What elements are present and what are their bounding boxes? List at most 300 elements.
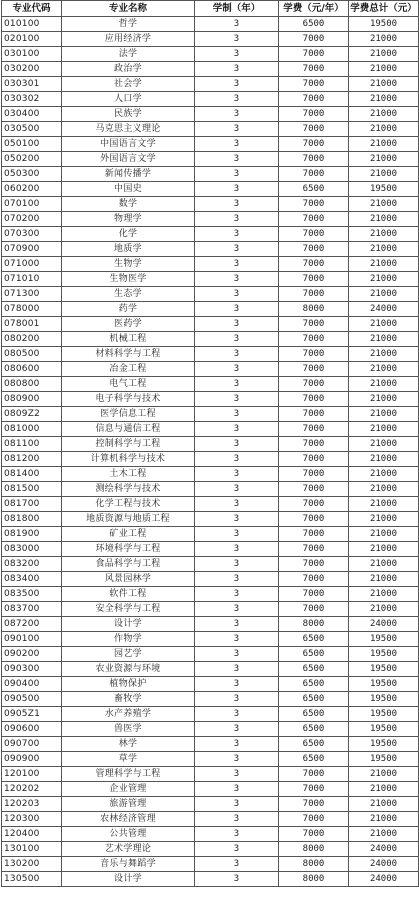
cell-total-fee: 21000 — [349, 227, 419, 242]
table-row — [2, 707, 419, 722]
table-row — [2, 512, 419, 527]
cell-major-name: 公共管理 — [62, 827, 195, 842]
cell-major-name: 政治学 — [62, 62, 195, 77]
cell-annual-fee: 6500 — [279, 182, 349, 197]
table-row — [2, 617, 419, 632]
cell-annual-fee: 7000 — [279, 767, 349, 782]
table-row — [2, 647, 419, 662]
cell-annual-fee: 7000 — [279, 422, 349, 437]
cell-major-name: 药学 — [62, 302, 195, 317]
cell-major-code: 030100 — [2, 47, 62, 62]
cell-duration: 3 — [195, 452, 279, 467]
cell-duration: 3 — [195, 242, 279, 257]
cell-major-name: 软件工程 — [62, 587, 195, 602]
cell-major-code: 130100 — [2, 842, 62, 857]
cell-annual-fee: 7000 — [279, 377, 349, 392]
table-row — [2, 62, 419, 77]
cell-total-fee: 19500 — [349, 722, 419, 737]
cell-annual-fee: 6500 — [279, 752, 349, 767]
cell-duration: 3 — [195, 467, 279, 482]
cell-duration: 3 — [195, 212, 279, 227]
cell-major-code: 081200 — [2, 452, 62, 467]
table-row — [2, 692, 419, 707]
cell-major-code: 080500 — [2, 347, 62, 362]
cell-annual-fee: 7000 — [279, 197, 349, 212]
cell-duration: 3 — [195, 62, 279, 77]
cell-annual-fee: 7000 — [279, 62, 349, 77]
cell-annual-fee: 7000 — [279, 362, 349, 377]
cell-duration: 3 — [195, 227, 279, 242]
cell-major-code: 080800 — [2, 377, 62, 392]
cell-duration: 3 — [195, 332, 279, 347]
cell-major-code: 080600 — [2, 362, 62, 377]
cell-duration: 3 — [195, 47, 279, 62]
cell-major-name: 作物学 — [62, 632, 195, 647]
cell-duration: 3 — [195, 407, 279, 422]
cell-major-name: 人口学 — [62, 92, 195, 107]
cell-annual-fee: 7000 — [279, 32, 349, 47]
cell-annual-fee: 7000 — [279, 122, 349, 137]
cell-duration: 3 — [195, 257, 279, 272]
cell-duration: 3 — [195, 317, 279, 332]
cell-duration: 3 — [195, 497, 279, 512]
cell-major-code: 050300 — [2, 167, 62, 182]
cell-major-name: 社会学 — [62, 77, 195, 92]
table-row — [2, 452, 419, 467]
cell-duration: 3 — [195, 482, 279, 497]
header-duration: 学制（年） — [195, 1, 279, 17]
table-row — [2, 677, 419, 692]
cell-annual-fee: 7000 — [279, 797, 349, 812]
table-row — [2, 392, 419, 407]
cell-major-code: 070100 — [2, 197, 62, 212]
cell-total-fee: 19500 — [349, 632, 419, 647]
cell-major-code: 090500 — [2, 692, 62, 707]
cell-major-name: 农业资源与环境 — [62, 662, 195, 677]
cell-major-name: 农林经济管理 — [62, 812, 195, 827]
cell-annual-fee: 7000 — [279, 92, 349, 107]
cell-annual-fee: 7000 — [279, 542, 349, 557]
cell-duration: 3 — [195, 362, 279, 377]
cell-major-code: 080900 — [2, 392, 62, 407]
table-row — [2, 752, 419, 767]
tuition-table-container — [1, 0, 418, 887]
cell-total-fee: 21000 — [349, 797, 419, 812]
cell-annual-fee: 8000 — [279, 302, 349, 317]
cell-major-name: 生态学 — [62, 287, 195, 302]
cell-duration: 3 — [195, 572, 279, 587]
cell-annual-fee: 7000 — [279, 332, 349, 347]
cell-total-fee: 21000 — [349, 257, 419, 272]
cell-total-fee: 21000 — [349, 587, 419, 602]
cell-major-name: 地质资源与地质工程 — [62, 512, 195, 527]
cell-major-code: 081700 — [2, 497, 62, 512]
cell-major-code: 083400 — [2, 572, 62, 587]
table-row — [2, 467, 419, 482]
cell-total-fee: 21000 — [349, 527, 419, 542]
cell-major-code: 050100 — [2, 137, 62, 152]
cell-annual-fee: 7000 — [279, 572, 349, 587]
cell-major-code: 083700 — [2, 602, 62, 617]
cell-duration: 3 — [195, 392, 279, 407]
table-row — [2, 242, 419, 257]
table-row — [2, 812, 419, 827]
cell-major-code: 030500 — [2, 122, 62, 137]
cell-annual-fee: 7000 — [279, 227, 349, 242]
cell-duration: 3 — [195, 527, 279, 542]
cell-major-code: 083000 — [2, 542, 62, 557]
table-row — [2, 602, 419, 617]
cell-total-fee: 21000 — [349, 497, 419, 512]
cell-total-fee: 21000 — [349, 272, 419, 287]
cell-total-fee: 21000 — [349, 437, 419, 452]
cell-total-fee: 21000 — [349, 167, 419, 182]
cell-total-fee: 21000 — [349, 827, 419, 842]
table-row — [2, 212, 419, 227]
table-body — [2, 17, 419, 887]
cell-annual-fee: 7000 — [279, 347, 349, 362]
cell-major-name: 化学 — [62, 227, 195, 242]
table-row — [2, 587, 419, 602]
cell-duration: 3 — [195, 872, 279, 887]
cell-major-code: 120300 — [2, 812, 62, 827]
cell-major-code: 087200 — [2, 617, 62, 632]
cell-annual-fee: 7000 — [279, 527, 349, 542]
cell-duration: 3 — [195, 422, 279, 437]
cell-duration: 3 — [195, 677, 279, 692]
cell-annual-fee: 7000 — [279, 257, 349, 272]
cell-annual-fee: 7000 — [279, 482, 349, 497]
cell-major-name: 设计学 — [62, 872, 195, 887]
cell-major-name: 草学 — [62, 752, 195, 767]
cell-annual-fee: 7000 — [279, 782, 349, 797]
table-row — [2, 632, 419, 647]
cell-annual-fee: 6500 — [279, 17, 349, 32]
cell-major-code: 081900 — [2, 527, 62, 542]
table-row — [2, 152, 419, 167]
cell-duration: 3 — [195, 722, 279, 737]
cell-major-name: 中国史 — [62, 182, 195, 197]
cell-total-fee: 21000 — [349, 122, 419, 137]
cell-major-name: 矿业工程 — [62, 527, 195, 542]
cell-major-name: 企业管理 — [62, 782, 195, 797]
table-row — [2, 182, 419, 197]
cell-major-code: 020100 — [2, 32, 62, 47]
cell-major-code: 030200 — [2, 62, 62, 77]
cell-major-name: 马克思主义理论 — [62, 122, 195, 137]
cell-major-name: 哲学 — [62, 17, 195, 32]
cell-total-fee: 21000 — [349, 62, 419, 77]
cell-total-fee: 21000 — [349, 767, 419, 782]
cell-major-name: 安全科学与工程 — [62, 602, 195, 617]
cell-major-name: 兽医学 — [62, 722, 195, 737]
cell-major-code: 090200 — [2, 647, 62, 662]
cell-major-code: 070300 — [2, 227, 62, 242]
table-row — [2, 47, 419, 62]
cell-major-name: 医学信息工程 — [62, 407, 195, 422]
table-row — [2, 572, 419, 587]
cell-total-fee: 21000 — [349, 557, 419, 572]
cell-annual-fee: 8000 — [279, 872, 349, 887]
cell-major-name: 电气工程 — [62, 377, 195, 392]
cell-annual-fee: 7000 — [279, 137, 349, 152]
cell-annual-fee: 7000 — [279, 287, 349, 302]
cell-major-code: 090400 — [2, 677, 62, 692]
table-row — [2, 317, 419, 332]
header-total-fee: 学费总计（元） — [349, 1, 419, 17]
cell-total-fee: 21000 — [349, 287, 419, 302]
cell-total-fee: 19500 — [349, 692, 419, 707]
cell-duration: 3 — [195, 647, 279, 662]
cell-major-name: 控制科学与工程 — [62, 437, 195, 452]
table-row — [2, 257, 419, 272]
table-row — [2, 872, 419, 887]
cell-major-code: 081000 — [2, 422, 62, 437]
cell-total-fee: 19500 — [349, 752, 419, 767]
cell-annual-fee: 8000 — [279, 617, 349, 632]
cell-major-code: 0809Z2 — [2, 407, 62, 422]
cell-total-fee: 21000 — [349, 242, 419, 257]
cell-major-name: 林学 — [62, 737, 195, 752]
cell-annual-fee: 7000 — [279, 392, 349, 407]
cell-major-name: 新闻传播学 — [62, 167, 195, 182]
cell-total-fee: 21000 — [349, 77, 419, 92]
table-row — [2, 407, 419, 422]
cell-major-code: 030400 — [2, 107, 62, 122]
cell-total-fee: 21000 — [349, 392, 419, 407]
cell-annual-fee: 6500 — [279, 647, 349, 662]
cell-total-fee: 21000 — [349, 572, 419, 587]
cell-total-fee: 21000 — [349, 47, 419, 62]
table-row — [2, 527, 419, 542]
cell-major-code: 030302 — [2, 92, 62, 107]
cell-annual-fee: 7000 — [279, 212, 349, 227]
cell-duration: 3 — [195, 767, 279, 782]
cell-annual-fee: 7000 — [279, 602, 349, 617]
cell-major-name: 环境科学与工程 — [62, 542, 195, 557]
cell-total-fee: 24000 — [349, 857, 419, 872]
cell-major-name: 化学工程与技术 — [62, 497, 195, 512]
table-row — [2, 197, 419, 212]
cell-annual-fee: 6500 — [279, 677, 349, 692]
cell-major-code: 130500 — [2, 872, 62, 887]
cell-major-name: 民族学 — [62, 107, 195, 122]
cell-annual-fee: 7000 — [279, 497, 349, 512]
table-row — [2, 827, 419, 842]
cell-major-code: 090300 — [2, 662, 62, 677]
cell-major-name: 植物保护 — [62, 677, 195, 692]
table-row — [2, 32, 419, 47]
cell-major-name: 管理科学与工程 — [62, 767, 195, 782]
table-row — [2, 362, 419, 377]
cell-major-code: 120202 — [2, 782, 62, 797]
cell-major-code: 078001 — [2, 317, 62, 332]
cell-total-fee: 21000 — [349, 212, 419, 227]
table-row — [2, 272, 419, 287]
cell-annual-fee: 7000 — [279, 317, 349, 332]
table-row — [2, 737, 419, 752]
cell-total-fee: 19500 — [349, 662, 419, 677]
cell-duration: 3 — [195, 377, 279, 392]
cell-duration: 3 — [195, 707, 279, 722]
cell-total-fee: 24000 — [349, 842, 419, 857]
cell-major-code: 090100 — [2, 632, 62, 647]
cell-total-fee: 21000 — [349, 812, 419, 827]
cell-major-name: 音乐与舞蹈学 — [62, 857, 195, 872]
cell-total-fee: 21000 — [349, 347, 419, 362]
cell-annual-fee: 7000 — [279, 812, 349, 827]
table-row — [2, 767, 419, 782]
cell-duration: 3 — [195, 287, 279, 302]
tuition-table — [1, 0, 419, 887]
cell-total-fee: 21000 — [349, 317, 419, 332]
cell-total-fee: 24000 — [349, 872, 419, 887]
cell-duration: 3 — [195, 827, 279, 842]
cell-duration: 3 — [195, 122, 279, 137]
cell-major-name: 园艺学 — [62, 647, 195, 662]
cell-total-fee: 21000 — [349, 362, 419, 377]
cell-duration: 3 — [195, 77, 279, 92]
cell-major-name: 电子科学与技术 — [62, 392, 195, 407]
cell-total-fee: 21000 — [349, 377, 419, 392]
cell-major-name: 应用经济学 — [62, 32, 195, 47]
table-row — [2, 347, 419, 362]
cell-annual-fee: 6500 — [279, 632, 349, 647]
cell-total-fee: 19500 — [349, 677, 419, 692]
table-row — [2, 842, 419, 857]
cell-duration: 3 — [195, 557, 279, 572]
cell-major-code: 078000 — [2, 302, 62, 317]
header-major-name: 专业名称 — [62, 1, 195, 17]
cell-total-fee: 21000 — [349, 332, 419, 347]
cell-total-fee: 19500 — [349, 647, 419, 662]
cell-annual-fee: 6500 — [279, 662, 349, 677]
cell-major-code: 030301 — [2, 77, 62, 92]
cell-annual-fee: 7000 — [279, 587, 349, 602]
cell-duration: 3 — [195, 137, 279, 152]
cell-annual-fee: 7000 — [279, 827, 349, 842]
cell-duration: 3 — [195, 632, 279, 647]
table-row — [2, 797, 419, 812]
cell-major-name: 水产养殖学 — [62, 707, 195, 722]
cell-total-fee: 21000 — [349, 452, 419, 467]
cell-duration: 3 — [195, 842, 279, 857]
cell-major-name: 法学 — [62, 47, 195, 62]
cell-major-code: 081500 — [2, 482, 62, 497]
header-annual-fee: 学费（元/年） — [279, 1, 349, 17]
cell-major-code: 120400 — [2, 827, 62, 842]
cell-total-fee: 24000 — [349, 617, 419, 632]
cell-annual-fee: 8000 — [279, 842, 349, 857]
cell-major-code: 120203 — [2, 797, 62, 812]
cell-total-fee: 21000 — [349, 602, 419, 617]
cell-major-name: 旅游管理 — [62, 797, 195, 812]
cell-duration: 3 — [195, 587, 279, 602]
table-row — [2, 227, 419, 242]
cell-total-fee: 19500 — [349, 17, 419, 32]
cell-total-fee: 21000 — [349, 407, 419, 422]
cell-major-name: 信息与通信工程 — [62, 422, 195, 437]
table-row — [2, 497, 419, 512]
cell-major-name: 中国语言文学 — [62, 137, 195, 152]
table-row — [2, 287, 419, 302]
cell-major-code: 060200 — [2, 182, 62, 197]
cell-major-name: 外国语言文学 — [62, 152, 195, 167]
cell-annual-fee: 7000 — [279, 467, 349, 482]
table-row — [2, 557, 419, 572]
cell-total-fee: 21000 — [349, 107, 419, 122]
cell-major-name: 艺术学理论 — [62, 842, 195, 857]
cell-major-name: 土木工程 — [62, 467, 195, 482]
cell-annual-fee: 7000 — [279, 77, 349, 92]
cell-major-name: 机械工程 — [62, 332, 195, 347]
cell-annual-fee: 7000 — [279, 152, 349, 167]
cell-annual-fee: 7000 — [279, 557, 349, 572]
cell-duration: 3 — [195, 782, 279, 797]
cell-annual-fee: 7000 — [279, 272, 349, 287]
table-row — [2, 167, 419, 182]
table-row — [2, 107, 419, 122]
table-row — [2, 482, 419, 497]
cell-annual-fee: 6500 — [279, 692, 349, 707]
cell-duration: 3 — [195, 617, 279, 632]
cell-major-code: 090600 — [2, 722, 62, 737]
table-row — [2, 302, 419, 317]
cell-annual-fee: 7000 — [279, 407, 349, 422]
table-row — [2, 122, 419, 137]
cell-major-code: 120100 — [2, 767, 62, 782]
table-row — [2, 542, 419, 557]
cell-total-fee: 21000 — [349, 197, 419, 212]
cell-major-name: 冶金工程 — [62, 362, 195, 377]
cell-total-fee: 21000 — [349, 152, 419, 167]
cell-major-code: 050200 — [2, 152, 62, 167]
table-row — [2, 92, 419, 107]
table-row — [2, 722, 419, 737]
cell-duration: 3 — [195, 272, 279, 287]
table-row — [2, 437, 419, 452]
cell-major-code: 130200 — [2, 857, 62, 872]
cell-total-fee: 21000 — [349, 32, 419, 47]
cell-duration: 3 — [195, 182, 279, 197]
cell-major-name: 计算机科学与技术 — [62, 452, 195, 467]
table-row — [2, 17, 419, 32]
cell-total-fee: 19500 — [349, 707, 419, 722]
header-major-code: 专业代码 — [2, 1, 62, 17]
cell-major-name: 生物学 — [62, 257, 195, 272]
table-row — [2, 857, 419, 872]
table-header-row — [2, 1, 419, 17]
cell-annual-fee: 6500 — [279, 737, 349, 752]
cell-annual-fee: 7000 — [279, 167, 349, 182]
cell-duration: 3 — [195, 752, 279, 767]
table-row — [2, 77, 419, 92]
cell-major-code: 070900 — [2, 242, 62, 257]
cell-major-name: 材料科学与工程 — [62, 347, 195, 362]
cell-major-name: 风景园林学 — [62, 572, 195, 587]
cell-total-fee: 19500 — [349, 737, 419, 752]
cell-major-code: 071000 — [2, 257, 62, 272]
cell-major-name: 医药学 — [62, 317, 195, 332]
table-row — [2, 137, 419, 152]
cell-major-code: 083200 — [2, 557, 62, 572]
cell-major-code: 070200 — [2, 212, 62, 227]
cell-duration: 3 — [195, 512, 279, 527]
cell-total-fee: 19500 — [349, 182, 419, 197]
cell-major-name: 设计学 — [62, 617, 195, 632]
cell-duration: 3 — [195, 737, 279, 752]
cell-major-code: 081800 — [2, 512, 62, 527]
